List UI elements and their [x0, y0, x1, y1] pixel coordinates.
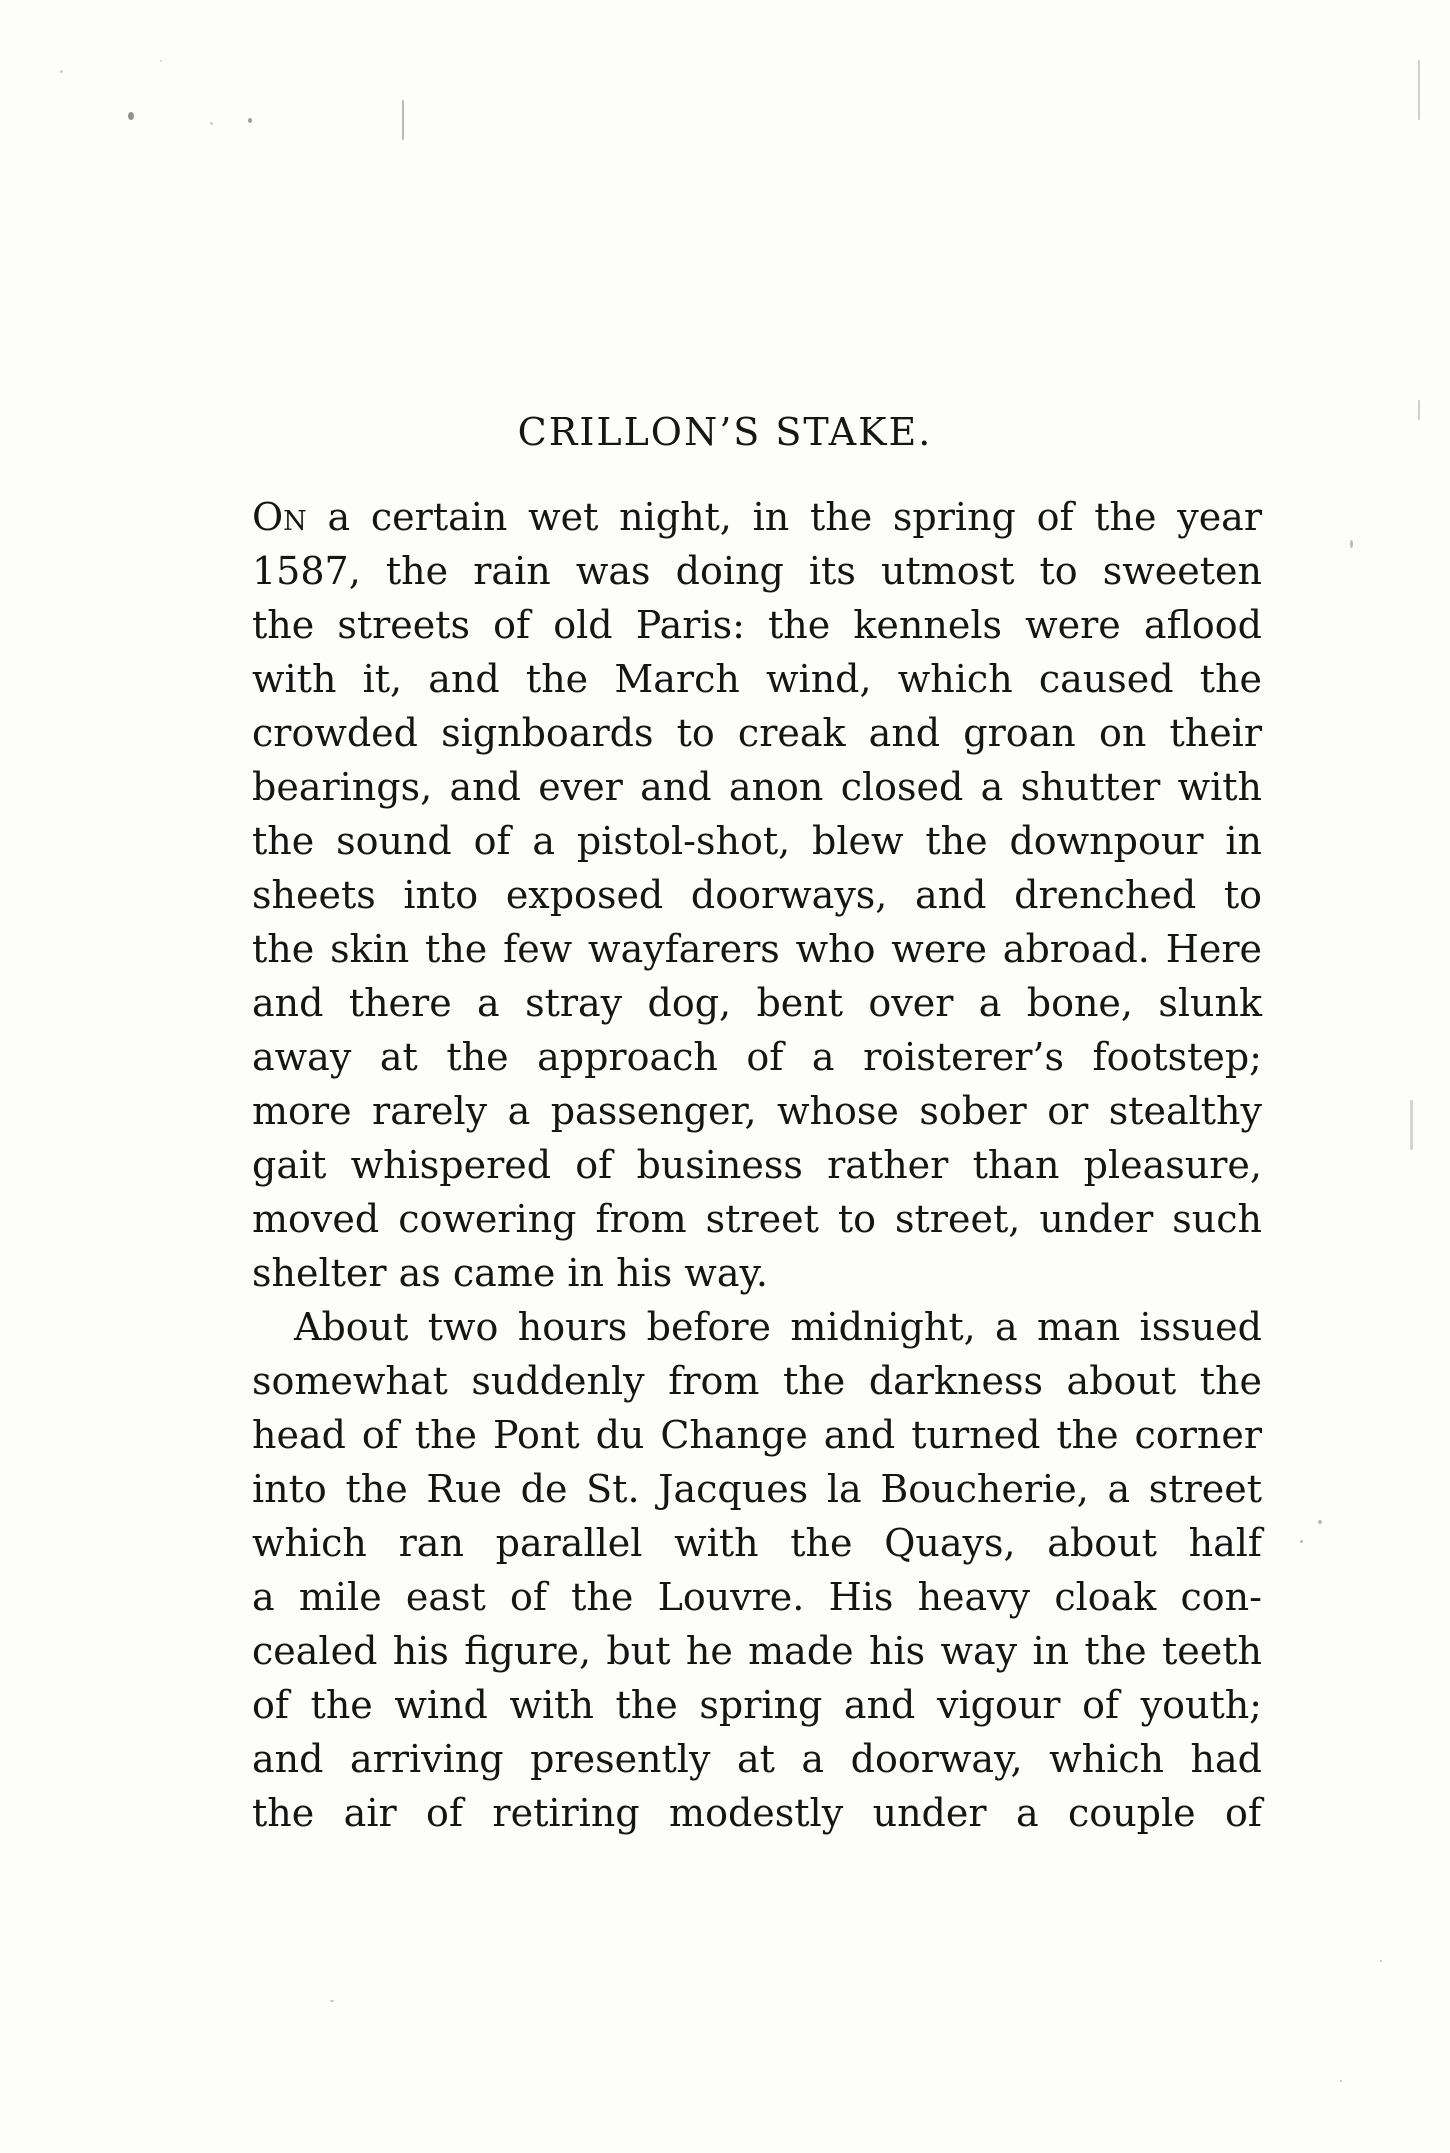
- text-line: head of the Pont du Change and turned the corner: [252, 1413, 1262, 1457]
- text-line: which ran parallel with the Quays, about half: [252, 1521, 1262, 1565]
- text-line: the streets of old Paris: the kennels were aflood: [252, 603, 1262, 647]
- text-line: and there a stray dog, bent over a bone, slunk: [252, 981, 1262, 1025]
- text-line: and arriving presently at a doorway, which had: [252, 1737, 1262, 1781]
- text-line: the sound of a pistol-shot, blew the downpour in: [252, 819, 1262, 863]
- text-line: into the Rue de St. Jacques la Boucherie, a street: [252, 1467, 1262, 1511]
- scan-speck: [330, 2000, 334, 2002]
- text-line: with it, and the March wind, which caused the: [252, 657, 1262, 701]
- text-line: 1587, the rain was doing its utmost to sweeten: [252, 549, 1262, 593]
- text-line: more rarely a passenger, whose sober or stealthy: [252, 1089, 1262, 1133]
- text-line: moved cowering from street to street, under such: [252, 1197, 1262, 1241]
- drop-word: On: [252, 495, 307, 539]
- body-text: [252, 490, 1262, 1840]
- scan-speck: [1350, 540, 1353, 548]
- text-line: cealed his figure, but he made his way in the teeth: [252, 1629, 1262, 1673]
- scan-speck: [1340, 2080, 1342, 2082]
- scan-speck: [210, 122, 213, 125]
- scan-speck: [160, 60, 162, 62]
- text-line: bearings, and ever and anon closed a shutter with: [252, 765, 1262, 809]
- text-line: shelter as came in his way.: [252, 1251, 768, 1295]
- text-line: the air of retiring modestly under a couple of: [252, 1791, 1262, 1835]
- scan-speck: [1318, 1520, 1322, 1524]
- text-line: somewhat suddenly from the darkness about the: [252, 1359, 1262, 1403]
- scan-speck: [128, 112, 134, 120]
- chapter-title: CRILLON’S STAKE.: [517, 410, 933, 454]
- text-line: the skin the few wayfarers who were abroad. Here: [252, 927, 1262, 971]
- scan-speck: [1418, 60, 1420, 120]
- text-line: crowded signboards to creak and groan on their: [252, 711, 1262, 755]
- text-line: On a certain wet night, in the spring of the year: [252, 495, 1262, 539]
- scan-speck: [248, 118, 252, 123]
- text-line: away at the approach of a roisterer’s footstep;: [252, 1035, 1262, 1079]
- scan-speck: [1410, 1100, 1413, 1150]
- scan-speck: [60, 70, 63, 73]
- text-line: sheets into exposed doorways, and drenched to: [252, 873, 1262, 917]
- scan-speck: [1380, 1960, 1382, 1962]
- scan-speck: [402, 100, 404, 140]
- text-line: of the wind with the spring and vigour of youth;: [252, 1683, 1262, 1727]
- scan-speck: [1300, 1540, 1303, 1543]
- text-line: a mile east of the Louvre. His heavy cloak con-: [252, 1575, 1262, 1619]
- text-line: gait whispered of business rather than pleasure,: [252, 1143, 1262, 1187]
- text-line: About two hours before midnight, a man issued: [294, 1305, 1262, 1349]
